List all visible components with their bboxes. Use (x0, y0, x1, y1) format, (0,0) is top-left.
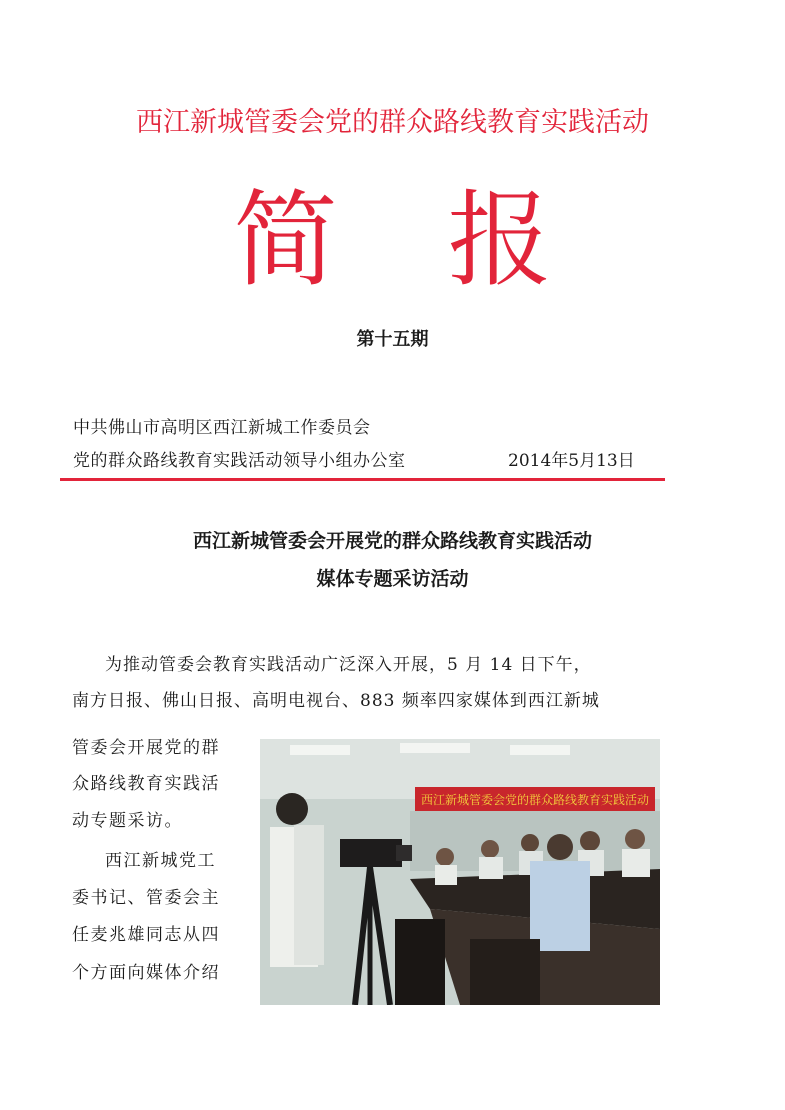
body-line-3: 管委会开展党的群 (72, 738, 220, 758)
brief-title (0, 180, 785, 300)
article-headline-line-1: 西江新城管委会开展党的群众路线教育实践活动 (192, 530, 592, 552)
issuer-line-1: 中共佛山市高明区西江新城工作委员会 (73, 418, 371, 438)
brief-title-char-1: 简 (233, 179, 338, 301)
body-line-8: 任麦兆雄同志从四 (72, 925, 220, 945)
banner-text: 西江新城管委会党的群众路线教育实践活动 (420, 793, 650, 807)
body-line-4: 众路线教育实践活 (72, 774, 220, 794)
body-line-5: 动专题采访。 (72, 811, 183, 831)
issuer-line-2: 党的群众路线教育实践活动领导小组办公室 (73, 451, 406, 471)
body-line-2: 南方日报、佛山日报、高明电视台、883 频率四家媒体到西江新城 (72, 691, 600, 711)
issue-date: 2014年5月13日 (508, 451, 635, 471)
article-headline-line-2: 媒体专题采访活动 (316, 568, 469, 590)
body-line-1: 为推动管委会教育实践活动广泛深入开展，5 月 14 日下午， (105, 655, 592, 675)
brief-title-char-2: 报 (447, 179, 552, 301)
red-divider (60, 478, 665, 481)
body-line-6: 西江新城党工 (105, 851, 216, 871)
org-title: 西江新城管委会党的群众路线教育实践活动 (136, 107, 649, 138)
body-line-9: 个方面向媒体介绍 (72, 963, 220, 983)
meeting-photo (260, 739, 660, 1005)
issue-number: 第十五期 (356, 329, 429, 350)
body-line-7: 委书记、管委会主 (72, 888, 220, 908)
